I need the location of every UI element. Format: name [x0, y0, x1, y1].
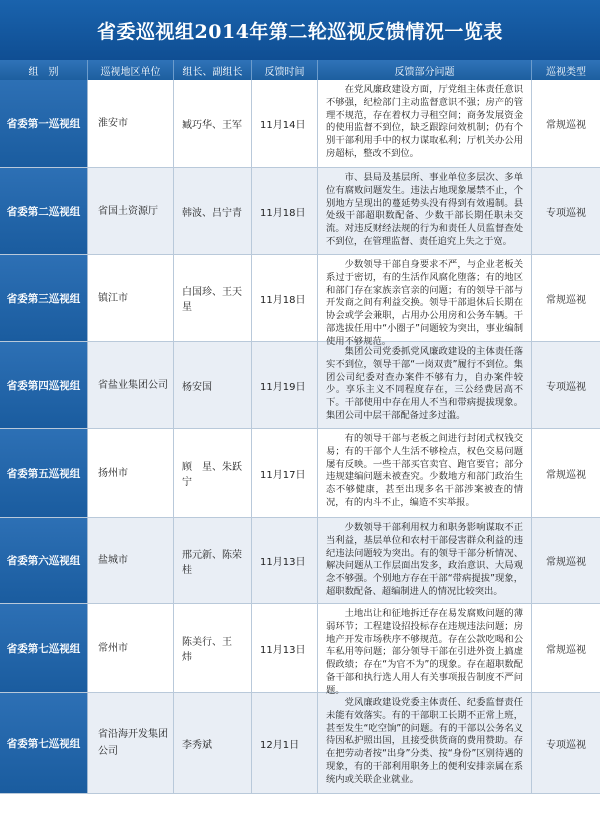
- cell-issues: 在党风廉政建设方面，厅党组主体责任意识不够强，纪检部门主动监督意识不强；房产的管理不规范，存在着权力寻租空间；商务发展资金的使用监督不到位，缺乏跟踪问效机制；仍有个别干部利用手中的权力谋取私利；厅机关办公用房超标，整改不到位。: [318, 80, 532, 167]
- cell-unit: 扬州市: [88, 429, 174, 517]
- cell-issues: 市、县局及基层所、事业单位多层次、多单位有腐败问题发生。违法占地现象屡禁不止，个别地方呈现出的蔓延势头没有得到有效遏制。县处级干部超职数配备、少数干部长期任职未交流。对违反财经法规的行为和责任人员监督查处不到位，在管理监督、责任追究上失之于宽。: [318, 168, 532, 254]
- cell-type: 常规巡视: [546, 557, 586, 568]
- cell-type: 专项巡视: [546, 381, 586, 393]
- page-title: 省委巡视组2014年第二轮巡视反馈情况一览表: [0, 0, 600, 60]
- cell-issues: 有的领导干部与老板之间进行封闭式权钱交易；有的干部个人生活不够检点，权色交易问题屡有反映。一些干部买官卖官、跑官要官；部分违规建编问题未被查究。少数地方和部门政治生态不够健康，甚至出现多名干部涉案被查的情况，有的内斗不止，编造不实举报。: [318, 429, 532, 517]
- cell-group: 省委第一巡视组: [0, 80, 88, 167]
- cell-group: 省委第六巡视组: [0, 518, 88, 603]
- header-time: 反馈时间: [252, 60, 318, 80]
- cell-time: 11月14日: [252, 80, 318, 167]
- cell-time: 11月18日: [252, 168, 318, 254]
- report-table: [0, 60, 600, 794]
- table-row: [0, 429, 600, 518]
- table-row: [0, 693, 600, 794]
- cell-leader: 李秀斌: [174, 693, 252, 793]
- cell-issues: 党风廉政建设党委主体责任、纪委监督责任未能有效落实。有的干部职工长期不正常上班，甚至发生“吃空饷”的问题。有的干部以公务名义待因私护照出国，且接受供货商的费用赞助。存在把劳动者按“出身”分类、按“身份”区别待遇的现象，有的干部利用职务上的便利安排亲属在系统内或关联企业就业。: [318, 693, 532, 793]
- cell-issues: 集团公司党委抓党风廉政建设的主体责任落实不到位，领导干部“一岗双责”履行不到位。集团公司纪委对查办案件不够有力，自办案件较少。享乐主义不同程度存在，三公经费居高不下。干部使用中存在用人不当和带病提拔现象。集团公司中层干部配备过多过滥。: [318, 342, 532, 428]
- cell-leader: 陈美行、王 炜: [174, 604, 252, 692]
- cell-time: 11月13日: [252, 518, 318, 603]
- cell-group: 省委第七巡视组: [0, 604, 88, 692]
- cell-unit: 省沿海开发集团公司: [88, 693, 174, 793]
- cell-leader: 顾 星、朱跃宁: [174, 429, 252, 517]
- cell-time: 12月1日: [252, 693, 318, 793]
- header-issues: 反馈部分问题: [318, 60, 532, 80]
- cell-unit: 镇江市: [88, 255, 174, 341]
- header-type: 巡视类型: [546, 66, 586, 78]
- table-row: [0, 255, 600, 347]
- cell-group: 省委第四巡视组: [0, 342, 88, 428]
- cell-unit: 省盐业集团公司: [88, 342, 174, 428]
- cell-type: 常规巡视: [546, 469, 586, 481]
- cell-type: 专项巡视: [546, 207, 586, 219]
- cell-unit: 淮安市: [88, 80, 174, 167]
- cell-issues: 少数领导干部利用权力和职务影响谋取不正当利益，基层单位和农村干部侵害群众利益的违纪违法问题较为突出。有的领导干部分析情况、解决问题从工作层面出发多，政治意识、大局观念不够强。个别地方存在干部“带病提拔”现象，超职数配备、超编制进人的情况比较突出。: [318, 518, 532, 603]
- cell-type: 常规巡视: [546, 294, 586, 306]
- cell-leader: 杨安国: [174, 342, 252, 428]
- cell-time: 11月18日: [252, 255, 318, 341]
- cell-issues: 土地出让和征地拆迁存在易发腐败问题的薄弱环节；工程建设招投标存在违规违法问题；房地产开发市场秩序不够规范。存在公款吃喝和公车私用等问题；部分领导干部在引进外资上搞虚假政绩；存在“为官不为”的现象。存在超职数配备干部和执行选人用人有关事项报告制度不严问题。: [318, 604, 532, 692]
- cell-time: 11月13日: [252, 604, 318, 692]
- cell-leader: 白国珍、王天星: [174, 255, 252, 341]
- cell-unit: 盐城市: [88, 518, 174, 603]
- cell-group: 省委第五巡视组: [0, 429, 88, 517]
- cell-leader: 邢元新、陈荣桂: [174, 518, 252, 603]
- cell-unit: 省国土资源厅: [88, 168, 174, 254]
- table-row: [0, 80, 600, 168]
- cell-group: 省委第七巡视组: [0, 693, 88, 793]
- header-unit: 巡视地区单位: [88, 60, 174, 80]
- cell-type: 专项巡视: [546, 739, 586, 751]
- table-row: [0, 518, 600, 604]
- table-header: [0, 60, 600, 80]
- cell-time: 11月17日: [252, 429, 318, 517]
- cell-type: 常规巡视: [546, 644, 586, 656]
- cell-time: 11月19日: [252, 342, 318, 428]
- header-group: 组 别: [0, 60, 88, 80]
- cell-leader: 臧巧华、王军: [174, 80, 252, 167]
- cell-type: 常规巡视: [546, 120, 586, 131]
- table-row: [0, 168, 600, 255]
- table-row: [0, 604, 600, 696]
- cell-leader: 韩波、吕宁青: [174, 168, 252, 254]
- cell-unit: 常州市: [88, 604, 174, 692]
- cell-group: 省委第二巡视组: [0, 168, 88, 254]
- cell-group: 省委第三巡视组: [0, 255, 88, 341]
- header-leader: 组长、副组长: [174, 60, 252, 80]
- cell-issues: 少数领导干部自身要求不严，与企业老板关系过于密切，有的生活作风腐化堕落；有的地区和部门存在家族亲官亲的问题；有的领导干部与开发商之间有利益交换。领导干部退休后长期在协会或学会兼职，占用办公用房和公务车辆。干部选拔任用中“小圈子”问题较为突出，事业编制使用不够规范。: [318, 255, 532, 341]
- table-row: [0, 342, 600, 429]
